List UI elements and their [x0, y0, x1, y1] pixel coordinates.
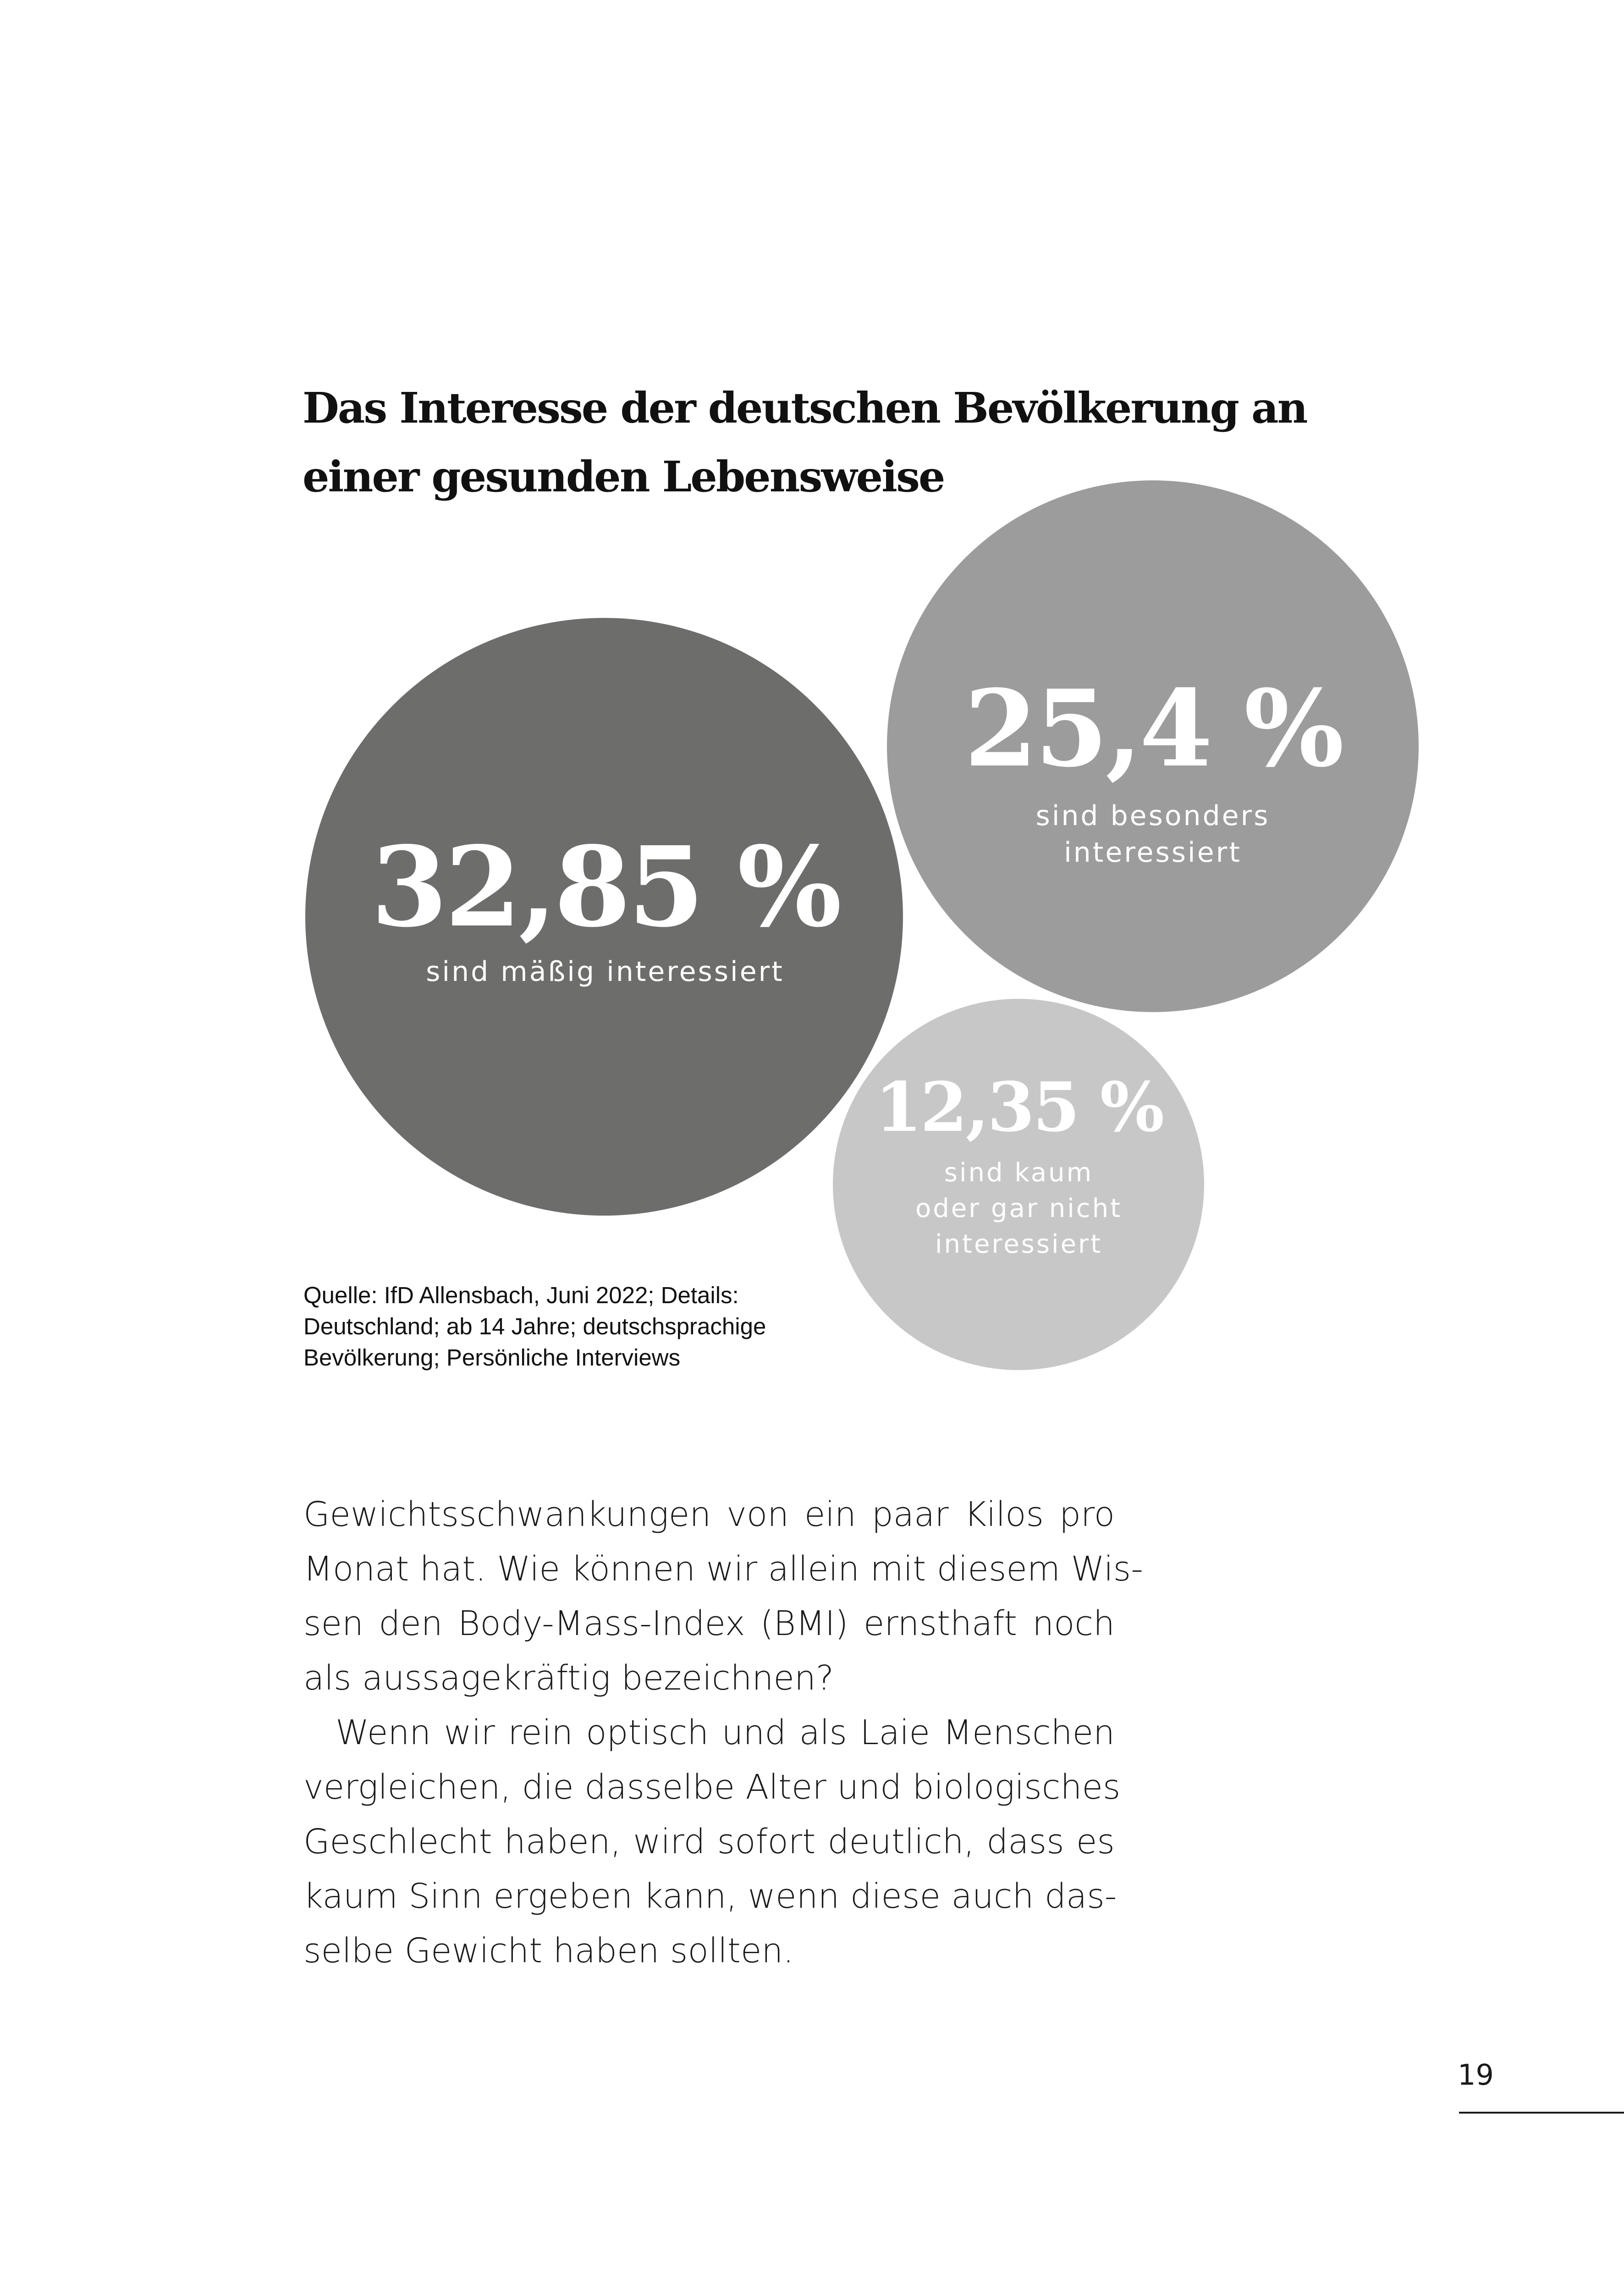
body-line: Geschlecht haben, wird sofort deutlich, dass es	[303, 1822, 1115, 1861]
title-line: einer gesunden Lebensweise	[303, 452, 944, 501]
bubble-percent: 32,85 %	[371, 822, 839, 952]
source-line: Bevölkerung; Persönliche Interviews	[303, 1344, 681, 1371]
body-line: sen den Body-Mass-Index (BMI) ernsthaft noch	[303, 1604, 1115, 1643]
source-line: Quelle: IfD Allensbach, Juni 2022; Details:	[303, 1282, 739, 1308]
title-line: Das Interesse der deutschen Bevölkerung an	[303, 383, 1307, 433]
bubble-label: interessiert	[1064, 837, 1242, 869]
source-line: Deutschland; ab 14 Jahre; deutschsprachige	[303, 1313, 766, 1339]
bubble-percent: 25,4 %	[964, 667, 1342, 791]
body-line: Wenn wir rein optisch und als Laie Menschen	[336, 1713, 1115, 1752]
bubble-label: oder gar nicht	[915, 1194, 1123, 1223]
body-line: kaum Sinn ergeben kann, wenn diese auch das-	[303, 1877, 1117, 1916]
body-line: Gewichtsschwankungen von ein paar Kilos pro	[303, 1495, 1115, 1534]
page-number-rule	[1459, 2112, 1624, 2114]
bubble-label: sind mäßig interessiert	[426, 956, 784, 988]
bubble-label: interessiert	[935, 1229, 1103, 1259]
body-line: als aussagekräftig bezeichnen?	[303, 1658, 834, 1698]
body-line: vergleichen, die dasselbe Alter und biologisches	[303, 1767, 1121, 1807]
body-line: Monat hat. Wie können wir allein mit diesem Wis-	[303, 1549, 1143, 1589]
bubble-label: sind besonders	[1035, 800, 1270, 832]
bubble-hardly-interested-text	[834, 1068, 1203, 1262]
bubble-percent: 12,35 %	[875, 1067, 1163, 1147]
bubble-label: sind kaum	[944, 1158, 1094, 1188]
page-number: 19	[1458, 2058, 1494, 2092]
bubble-moderately-interested-text	[303, 822, 908, 990]
bubble-especially-interested-text	[887, 669, 1419, 871]
body-line: selbe Gewicht haben sollten.	[303, 1931, 794, 1971]
body-text	[303, 1487, 1143, 1978]
source-note	[303, 1280, 890, 1373]
